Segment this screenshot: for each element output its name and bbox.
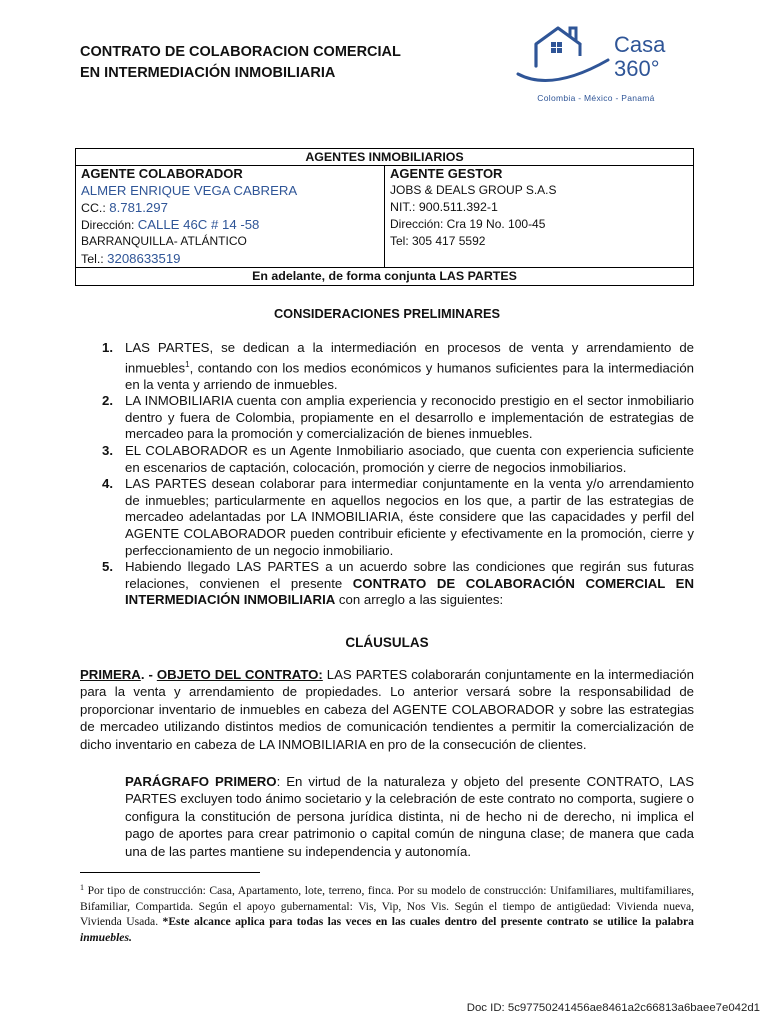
agents-table-heading: AGENTES INMOBILIARIOS <box>76 149 694 166</box>
clause-primera-heading: OBJETO DEL CONTRATO: <box>156 667 323 682</box>
clause-primera <box>80 666 694 753</box>
preliminares-list <box>80 340 694 609</box>
colaborador-cc-value: 8.781.297 <box>109 200 168 215</box>
agente-colaborador-cell <box>76 166 385 268</box>
footnote-text: Por tipo de construcción: Casa, Apartamento, lote, terreno, finca. Por su modelo de construcción: Unifamiliares, multifamiliares, Bifamiliar, Compartida. Según el apoyo gubernamental: Vis, Vip, Nos Vis. Según el tiempo de antigüedad: Vivienda nueva, Vivienda Usada. <box>80 884 694 929</box>
colaborador-address <box>81 216 384 233</box>
agente-gestor-title: AGENTE GESTOR <box>390 166 503 181</box>
list-item-text: LAS PARTES desean colaborar para intermediar conjuntamente en la venta y/o arrendamiento de inmuebles; particularmente en aquellos negocios en los que, a partir de las estrategias de mercadeo adelantadas por LA INMOBILIARIA, éste considere que las capacidades y perfil del AGENTE COLABORADOR pueden contribuir eficiente y efectivamente en la promoción, cierre y perfeccionamiento de un negocio inmobiliario. <box>125 476 694 558</box>
list-item-text: LAS PARTES, se dedican a la intermediación en procesos de venta y arrendamiento de inmuebles <box>125 340 694 375</box>
title-line-2: EN INTERMEDIACIÓN INMOBILIARIA <box>80 65 336 81</box>
list-item <box>80 559 694 609</box>
logo-tagline: Colombia - México - Panamá <box>537 93 655 103</box>
doc-id: Doc ID: 5c97750241456ae8461a2c66813a6baee7e042d1 <box>466 1002 760 1014</box>
colaborador-city: BARRANQUILLA- ATLÁNTICO <box>81 234 247 248</box>
list-item <box>80 443 694 476</box>
page-title <box>80 42 480 84</box>
logo-word-1: Casa <box>614 32 666 57</box>
preliminares-title: CONSIDERACIONES PRELIMINARES <box>273 306 501 321</box>
colaborador-address-value: CALLE 46C # 14 -58 <box>137 217 260 232</box>
title-line-1: CONTRATO DE COLABORACION COMERCIAL <box>80 44 401 60</box>
colaborador-tel <box>81 250 384 267</box>
footnote-divider <box>80 872 260 873</box>
list-item-number: 1. <box>102 340 113 355</box>
list-item <box>80 340 694 393</box>
contract-name: CONTRATO DE COLABORACIÓN COMERCIAL EN INTERMEDIACIÓN INMOBILIARIA <box>125 575 694 608</box>
footnote-ref: 1 <box>185 359 190 369</box>
paragrafo-primero-text: : En virtud de la naturaleza y objeto del presente CONTRATO, LAS PARTES excluyen todo ánimo societario y la celebración de este contrato no comporta, sugiere o configura la constitución de persona jurídica distinta, ni de hecho ni de derecho, ni implica el pago de aportes para crear patrimonio o capital común de ninguna clase; de manera que cada una de las partes mantiene su independencia y autonomía. <box>125 774 694 859</box>
list-item <box>80 393 694 443</box>
list-item-text: LA INMOBILIARIA cuenta con amplia experiencia y reconocido prestigio en el sector inmobiliario dentro y fuera de Colombia, propiamente en el desarrollo e implementación de estrategias de mercadeo para la promoción y comercialización de bienes inmuebles. <box>125 393 694 442</box>
colaborador-name: ALMER ENRIQUE VEGA CABRERA <box>81 183 298 198</box>
list-item-number: 2. <box>102 393 113 409</box>
list-item-text: EL COLABORADOR es un Agente Inmobiliario asociado, que cuenta con experiencia suficiente en escenarios de captación, colocación, promoción y cierre de negocios inmobiliarios. <box>125 442 694 475</box>
logo-word-2: 360° <box>614 56 660 81</box>
footnote <box>80 880 694 945</box>
colaborador-cc-label: CC.: <box>81 201 110 215</box>
list-item-number: 5. <box>102 559 113 575</box>
footnote-mark: 1 <box>80 883 84 892</box>
clause-primera-text: LAS PARTES colaborarán conjuntamente en la intermediación para la venta y arrendamiento de propiedades. Lo anterior versará sobre la responsabilidad de proporcionar inventario de inmuebles en cabeza del AGENTE COLABORADOR y sobre las estrategias de mercadeo utilizando distintos medios de comunicación tendientes a permitir la comercialización de dicho inventario en cabeza de LA INMOBILIARIA en pro de la consecución de clientes. <box>80 667 694 752</box>
clause-primera-label: PRIMERA <box>80 667 141 682</box>
colaborador-tel-label: Tel.: <box>81 252 108 266</box>
list-item-number: 4. <box>102 476 113 492</box>
agente-colaborador-title: AGENTE COLABORADOR <box>81 166 243 181</box>
list-item-text-cont: , contando con los medios económicos y humanos suficientes para la intermediación en la venta y arriendo de inmuebles. <box>125 359 694 392</box>
gestor-tel: Tel: 305 417 5592 <box>390 234 486 248</box>
gestor-address: Dirección: Cra 19 No. 100-45 <box>390 217 546 231</box>
list-item <box>80 476 694 559</box>
clausulas-title: CLÁUSULAS <box>345 635 429 650</box>
list-item-text-cont: con arreglo a las siguientes: <box>335 592 504 608</box>
paragrafo-primero-label: PARÁGRAFO PRIMERO <box>125 774 277 789</box>
company-logo <box>512 22 692 104</box>
list-item-text: Habiendo llegado LAS PARTES a un acuerdo sobre las condiciones que regirán sus futuras relaciones, convienen el presente <box>125 559 694 591</box>
colaborador-tel-value: 3208633519 <box>107 251 181 266</box>
colaborador-cc <box>81 199 384 216</box>
colaborador-address-label: Dirección: <box>81 218 138 232</box>
house-logo-icon <box>512 22 692 88</box>
agente-gestor-cell <box>385 166 694 268</box>
gestor-nit: NIT.: 900.511.392-1 <box>390 200 498 214</box>
clause-primera-sep: . - <box>140 667 157 682</box>
footnote-bold-italic: inmuebles. <box>80 930 132 944</box>
agents-table-footer: En adelante, de forma conjunta LAS PARTES <box>76 268 694 286</box>
gestor-company: JOBS & DEALS GROUP S.A.S <box>390 183 557 197</box>
list-item-number: 3. <box>102 442 113 458</box>
paragrafo-primero <box>125 773 694 860</box>
footnote-bold: *Este alcance aplica para todas las veces en las cuales dentro del presente contrato se utilice la palabra <box>162 915 694 929</box>
agents-table <box>75 148 694 286</box>
